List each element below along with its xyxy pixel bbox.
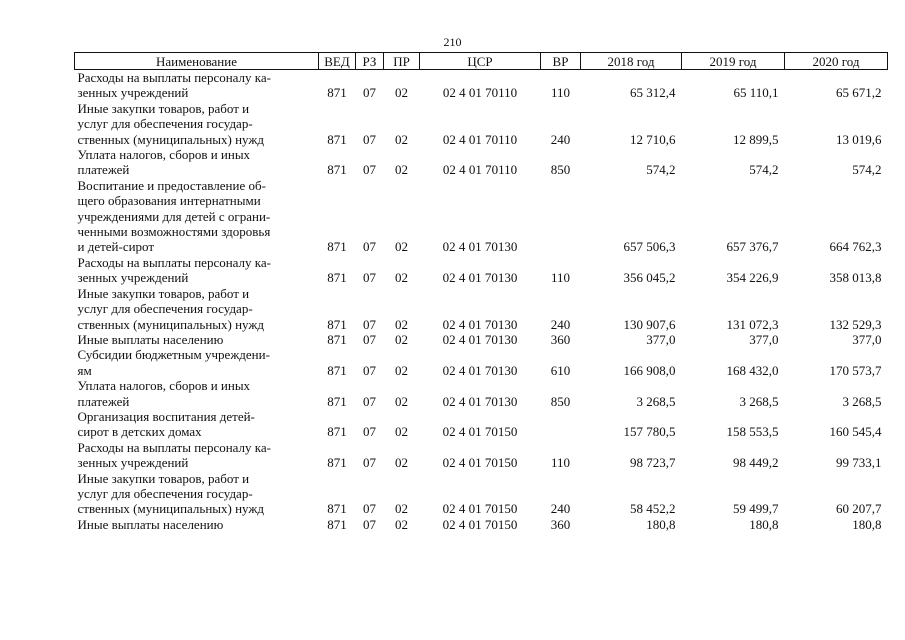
row-vr-cell: 850 (550, 162, 571, 178)
row-ved-cell: 871 (327, 85, 347, 101)
row-2019-cell: 131 072,3 (726, 316, 779, 332)
row-name-cell: Иные закупки товаров, работ и услуг для обеспечения государ- ственных (муниципальных) нужд (77, 470, 264, 517)
row-vr-cell: 240 (550, 316, 571, 332)
table-row (75, 378, 888, 409)
row-rz-cell: 07 (363, 239, 376, 255)
row-csr-cell: 02 4 01 70150 (442, 424, 518, 440)
row-2019-cell: 574,2 (749, 162, 779, 178)
row-2019-cell: 168 432,0 (726, 362, 779, 378)
row-2020-cell: 3 268,5 (842, 393, 882, 409)
row-2018-cell: 65 312,4 (630, 85, 676, 101)
row-rz-cell: 07 (363, 331, 376, 347)
page-number: 210 (443, 35, 462, 49)
row-2020-cell: 358 013,8 (829, 270, 882, 286)
column-header-2020: 2020 год (785, 53, 888, 70)
row-vr-cell (541, 409, 581, 440)
row-2020-cell: 377,0 (852, 331, 882, 347)
row-ved-cell: 871 (327, 501, 347, 517)
row-ved-cell: 871 (327, 270, 347, 286)
row-name-cell: Иные закупки товаров, работ и услуг для обеспечения государ- ственных (муниципальных) нужд (77, 100, 264, 147)
column-header-pr: ПР (384, 53, 420, 70)
row-2018-cell: 58 452,2 (630, 501, 676, 517)
column-header-ved: ВЕД (319, 53, 356, 70)
table-row (75, 178, 888, 255)
row-csr-cell: 02 4 01 70130 (442, 239, 518, 255)
row-pr-cell: 02 (395, 393, 408, 409)
row-ved-cell: 871 (327, 131, 347, 147)
table-row (75, 332, 888, 347)
row-pr-cell: 02 (395, 270, 408, 286)
row-2018-cell: 166 908,0 (623, 362, 676, 378)
table-row (75, 286, 888, 332)
row-pr-cell: 02 (395, 501, 408, 517)
row-rz-cell: 07 (363, 131, 376, 147)
row-name-cell: Расходы на выплаты персоналу ка- зенных учреждений (77, 254, 272, 286)
row-csr-cell: 02 4 01 70130 (442, 270, 518, 286)
row-pr-cell: 02 (395, 424, 408, 440)
row-2020-cell: 170 573,7 (829, 362, 882, 378)
row-2018-cell: 130 907,6 (623, 316, 676, 332)
row-rz-cell: 07 (363, 316, 376, 332)
row-vr-cell: 110 (550, 85, 571, 101)
row-vr-cell (541, 178, 581, 255)
row-rz-cell: 07 (363, 501, 376, 517)
row-csr-cell: 02 4 01 70150 (442, 501, 518, 517)
row-rz-cell: 07 (363, 424, 376, 440)
row-2020-cell: 132 529,3 (829, 316, 882, 332)
column-header-2019: 2019 год (682, 53, 785, 70)
row-vr-cell: 360 (550, 516, 571, 532)
table-row (75, 255, 888, 286)
row-vr-cell: 610 (550, 362, 571, 378)
row-pr-cell: 02 (395, 455, 408, 471)
row-2020-cell: 99 733,1 (836, 455, 882, 471)
row-ved-cell: 871 (327, 239, 347, 255)
table-row (75, 70, 888, 101)
row-2019-cell: 377,0 (749, 331, 779, 347)
row-csr-cell: 02 4 01 70130 (442, 362, 518, 378)
row-2019-cell: 354 226,9 (726, 270, 779, 286)
row-2019-cell: 98 449,2 (733, 455, 779, 471)
column-header-2018: 2018 год (581, 53, 682, 70)
row-ved-cell: 871 (327, 393, 347, 409)
row-name-cell: Иные выплаты населению (77, 516, 224, 532)
row-csr-cell: 02 4 01 70110 (442, 162, 518, 178)
row-rz-cell: 07 (363, 270, 376, 286)
row-csr-cell: 02 4 01 70150 (442, 516, 518, 532)
row-ved-cell: 871 (327, 162, 347, 178)
row-2020-cell: 180,8 (852, 516, 882, 532)
row-2018-cell: 657 506,3 (623, 239, 676, 255)
row-2018-cell: 157 780,5 (623, 424, 676, 440)
row-csr-cell: 02 4 01 70150 (442, 455, 518, 471)
table-header-row (75, 53, 888, 70)
table-row (75, 147, 888, 178)
row-vr-cell: 110 (550, 270, 571, 286)
column-header-name: Наименование (75, 53, 319, 70)
row-vr-cell: 240 (550, 501, 571, 517)
row-2019-cell: 180,8 (749, 516, 779, 532)
column-header-vr: ВР (541, 53, 581, 70)
row-pr-cell: 02 (395, 162, 408, 178)
row-rz-cell: 07 (363, 362, 376, 378)
row-ved-cell: 871 (327, 316, 347, 332)
row-2018-cell: 3 268,5 (636, 393, 676, 409)
row-2018-cell: 574,2 (646, 162, 676, 178)
table-row (75, 409, 888, 440)
row-2020-cell: 13 019,6 (836, 131, 882, 147)
row-2019-cell: 59 499,7 (733, 501, 779, 517)
table-row (75, 347, 888, 378)
table-row (75, 440, 888, 471)
row-2019-cell: 3 268,5 (739, 393, 779, 409)
column-header-rz: РЗ (356, 53, 384, 70)
row-ved-cell: 871 (327, 362, 347, 378)
row-rz-cell: 07 (363, 516, 376, 532)
row-csr-cell: 02 4 01 70110 (442, 131, 518, 147)
row-vr-cell: 110 (550, 455, 571, 471)
row-name-cell: Воспитание и предоставление об- щего образования интернатными учреждениями для детей с ограни- ченными возможностями здоровья и детей-сирот (77, 177, 271, 255)
row-name-cell: Организация воспитания детей- сирот в детских домах (77, 408, 255, 440)
row-csr-cell: 02 4 01 70130 (442, 316, 518, 332)
row-name-cell: Субсидии бюджетным учреждени- ям (77, 347, 270, 378)
row-name-cell: Расходы на выплаты персоналу ка- зенных учреждений (77, 70, 272, 101)
row-rz-cell: 07 (363, 85, 376, 101)
column-header-csr: ЦСР (420, 53, 541, 70)
row-2018-cell: 180,8 (646, 516, 676, 532)
row-rz-cell: 07 (363, 162, 376, 178)
row-ved-cell: 871 (327, 516, 347, 532)
row-csr-cell: 02 4 01 70130 (442, 393, 518, 409)
row-rz-cell: 07 (363, 455, 376, 471)
row-vr-cell: 360 (550, 331, 571, 347)
row-2018-cell: 377,0 (646, 331, 676, 347)
row-vr-cell: 240 (550, 131, 571, 147)
row-pr-cell: 02 (395, 131, 408, 147)
row-name-cell: Уплата налогов, сборов и иных платежей (77, 147, 251, 178)
row-pr-cell: 02 (395, 516, 408, 532)
row-2019-cell: 158 553,5 (726, 424, 779, 440)
table-row (75, 101, 888, 147)
row-2019-cell: 657 376,7 (726, 239, 779, 255)
table-body (75, 70, 888, 533)
row-2020-cell: 664 762,3 (829, 239, 882, 255)
row-2020-cell: 574,2 (852, 162, 882, 178)
row-name-cell: Иные выплаты населению (77, 331, 224, 347)
row-2020-cell: 160 545,4 (829, 424, 882, 440)
row-2020-cell: 60 207,7 (836, 501, 882, 517)
row-pr-cell: 02 (395, 316, 408, 332)
row-2018-cell: 12 710,6 (630, 131, 676, 147)
table-row (75, 471, 888, 517)
row-2019-cell: 12 899,5 (733, 131, 779, 147)
budget-table (74, 52, 888, 532)
row-csr-cell: 02 4 01 70110 (442, 85, 518, 101)
row-vr-cell: 850 (550, 393, 571, 409)
row-rz-cell: 07 (363, 393, 376, 409)
row-csr-cell: 02 4 01 70130 (442, 331, 518, 347)
row-2018-cell: 356 045,2 (623, 270, 676, 286)
row-pr-cell: 02 (395, 362, 408, 378)
row-name-cell: Расходы на выплаты персоналу ка- зенных учреждений (77, 439, 272, 471)
row-pr-cell: 02 (395, 85, 408, 101)
row-ved-cell: 871 (327, 455, 347, 471)
row-ved-cell: 871 (327, 331, 347, 347)
row-pr-cell: 02 (395, 331, 408, 347)
row-name-cell: Уплата налогов, сборов и иных платежей (77, 378, 251, 409)
row-2019-cell: 65 110,1 (733, 85, 779, 101)
row-2018-cell: 98 723,7 (630, 455, 676, 471)
row-2020-cell: 65 671,2 (836, 85, 882, 101)
row-ved-cell: 871 (327, 424, 347, 440)
row-name-cell: Иные закупки товаров, работ и услуг для обеспечения государ- ственных (муниципальных) нужд (77, 285, 264, 332)
table-row (75, 517, 888, 532)
row-pr-cell: 02 (395, 239, 408, 255)
